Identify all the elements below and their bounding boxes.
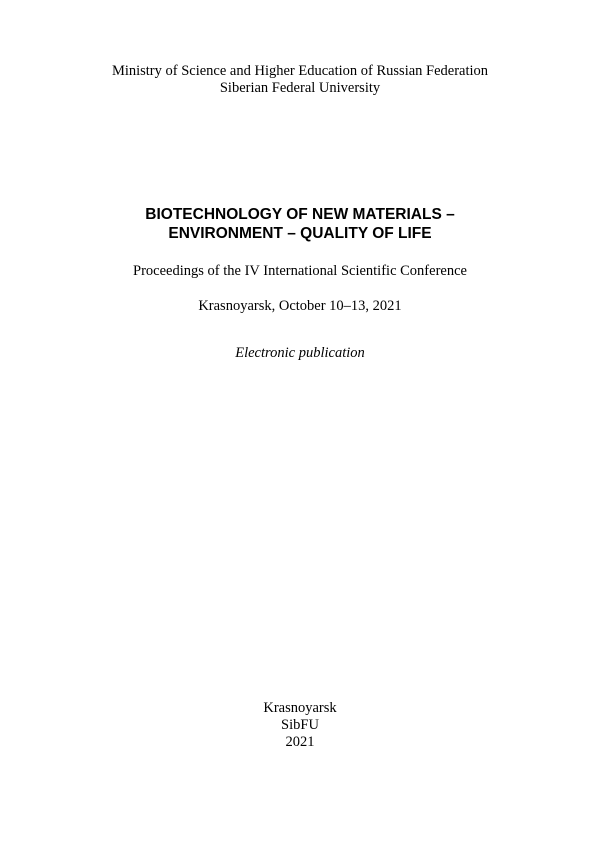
publication-type bbox=[0, 345, 600, 362]
place-date-text: Krasnoyarsk, October 10–13, 2021 bbox=[198, 298, 402, 314]
book-title bbox=[0, 205, 600, 243]
imprint-block bbox=[0, 700, 600, 751]
imprint-publisher: SibFU bbox=[281, 717, 319, 733]
ministry-name: Ministry of Science and Higher Education of Russian Federation bbox=[111, 63, 489, 79]
subtitle bbox=[0, 263, 600, 280]
title-line-2: ENVIRONMENT – QUALITY OF LIFE bbox=[168, 225, 432, 242]
imprint-city: Krasnoyarsk bbox=[263, 700, 337, 716]
place-date bbox=[0, 298, 600, 315]
publication-type-text: Electronic publication bbox=[235, 345, 365, 361]
title-line-1: BIOTECHNOLOGY OF NEW MATERIALS – bbox=[145, 206, 455, 223]
header-block bbox=[0, 63, 600, 97]
subtitle-text: Proceedings of the IV International Scientific Conference bbox=[133, 263, 467, 279]
imprint-year: 2021 bbox=[285, 734, 315, 750]
university-name: Siberian Federal University bbox=[219, 80, 381, 96]
